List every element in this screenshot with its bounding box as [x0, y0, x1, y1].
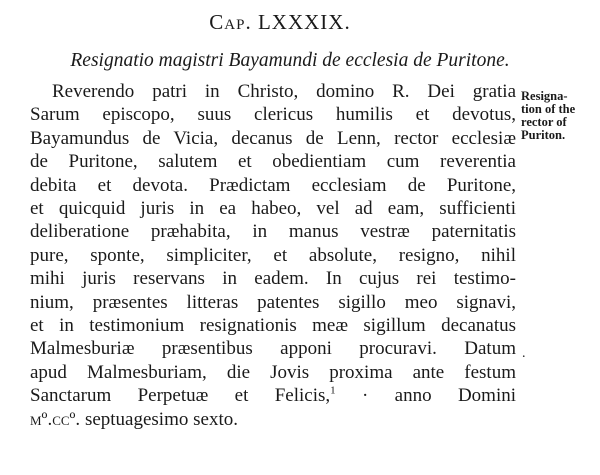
margin-mark: . — [522, 346, 526, 361]
year-numeral: mº.ccº. — [30, 408, 81, 430]
body-line-final — [30, 408, 516, 431]
body-line: mihi juris reservans in eadem. In cujus rei testimo- — [30, 268, 516, 290]
body-text — [30, 80, 516, 431]
marginal-note-line: tion of the — [521, 102, 576, 116]
document-title: Resignatio magistri Bayamundi de ecclesia de Puritone. — [70, 50, 510, 71]
body-line: apud Malmesburiam, die Jovis proxima ante festum — [30, 361, 516, 383]
body-line: pure, sponte, simpliciter, et absolute, resigno, nihil — [30, 244, 516, 266]
body-line: debita et devota. Prædictam ecclesiam de Puritone, — [30, 174, 516, 196]
body-line: et in testimonium resignationis meæ sigillum decanatus — [30, 315, 516, 337]
body-line: et quicquid juris in ea habeo, vel ad eam, sufficienti — [30, 198, 516, 220]
body-line: Bayamundus de Vicia, decanus de Lenn, rector ecclesiæ — [30, 127, 516, 149]
body-line: nium, præsentes litteras patentes sigillo meo signavi, — [30, 291, 516, 313]
body-line-with-footnote — [30, 384, 516, 407]
body-line: Reverendo patri in Christo, domino R. Dei gratia — [52, 81, 516, 102]
chapter-heading: Cap. LXXXIX. — [209, 10, 351, 34]
marginal-note-line: rector of — [521, 115, 567, 129]
marginal-note-line: Puriton. — [521, 128, 566, 142]
body-line: Sarum episcopo, suus clericus humilis et devotus, — [30, 104, 516, 126]
body-line: deliberatione præhabita, in manus vestræ paternitatis — [30, 221, 516, 243]
body-line: de Puritone, salutem et obedientiam cum reverentia — [30, 151, 516, 173]
body-line: Malmesburiæ præsentibus apponi procuravi. Datum — [30, 338, 516, 360]
body-line-text: Sanctarum Perpetuæ et Felicis, — [30, 385, 331, 407]
marginal-note-line: Resigna- — [521, 89, 568, 103]
footnote-reference[interactable]: 1 — [330, 384, 336, 397]
marginal-note — [521, 90, 597, 142]
body-line-tail: · anno Domini — [362, 385, 517, 407]
body-line-text: septuagesimo sexto. — [84, 408, 238, 430]
